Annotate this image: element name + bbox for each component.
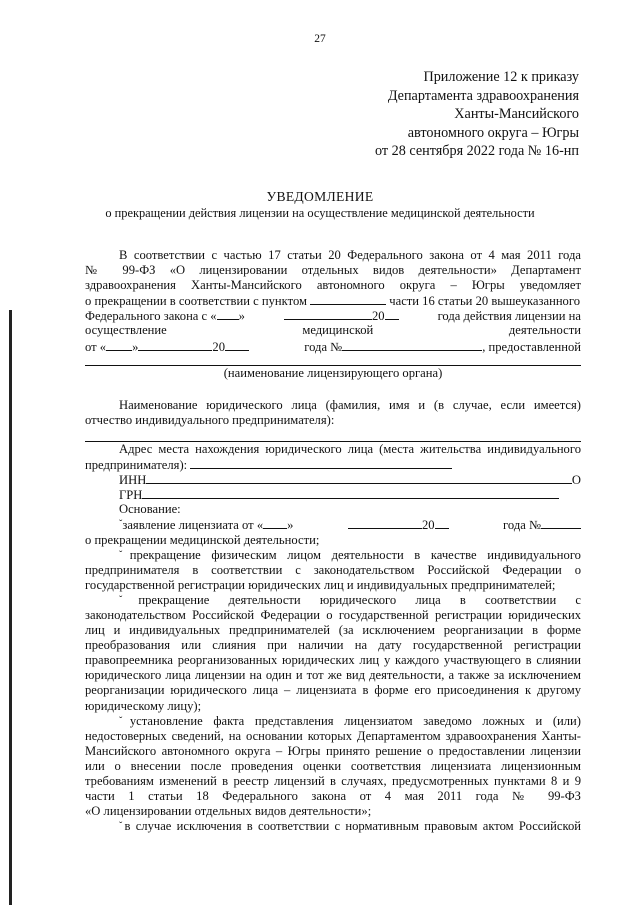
annex-line: Приложение 12 к приказу (423, 69, 579, 85)
text-fragment: заявление лицензиата от « (122, 518, 264, 533)
paragraph-line: юридического лица лицензии на один и тот же вид деятельности, а также за исключением (85, 668, 581, 683)
annex-line: Ханты-Мансийского (454, 106, 579, 123)
paragraph-line: № 99-ФЗ «О лицензировании отдельных видов деятельности» Департамент (85, 263, 581, 278)
document-subtitle: о прекращении действия лицензии на осуществление медицинской деятельности (105, 206, 535, 220)
paragraph-line: В соответствии с частью 17 статьи 20 Федерального закона от 4 мая 2011 года (119, 248, 581, 262)
text-fragment: о прекращении в соответствии с пунктом (85, 294, 307, 309)
paragraph-line: законодательством Российской Федерации о государственной регистрации юридических (85, 607, 581, 622)
text-fragment: от « (85, 339, 107, 354)
text-fragment: 20 (212, 339, 225, 354)
document-body (85, 248, 581, 834)
inn-line (85, 472, 581, 487)
paragraph-line: правопреемника реорганизованных юридических лиц у каждого участвующего в слиянии (85, 653, 581, 668)
text-fragment: О (571, 473, 581, 488)
blank-day (217, 308, 239, 320)
annex-header (375, 68, 579, 161)
paragraph-line: отчество индивидуального предпринимателя): (85, 412, 335, 427)
text-fragment: года № (304, 339, 343, 354)
paragraph-line: «О лицензировании отдельных видов деятельности»; (85, 804, 372, 819)
blank-month (348, 517, 422, 529)
blank-day (263, 517, 287, 529)
blank-point (310, 293, 386, 305)
blank-grn (142, 487, 559, 499)
scan-edge-artifact (9, 310, 12, 905)
paragraph-line: преобразования или слияния при наличии на дату государственной регистрации (85, 638, 581, 653)
grn-label: ГРН (119, 488, 143, 503)
paragraph-line: о прекращении медицинской деятельности; (85, 532, 320, 547)
document-title: УВЕДОМЛЕНИЕ (266, 189, 374, 204)
paragraph-line (85, 339, 581, 354)
paragraph-line: или о внесении после проведения оценки соответствия лицензиата лицензионным (85, 758, 581, 773)
blank-month (138, 339, 212, 351)
text-fragment: прекращение деятельности юридического лица в соответствии с (138, 592, 581, 607)
paragraph-line (85, 293, 581, 308)
text-fragment: , предоставленной (482, 339, 581, 354)
paragraph-line: юридическому лицу); (85, 698, 202, 713)
annex-line: от 28 сентября 2022 года № 16-нп (375, 143, 579, 160)
blank-inn (146, 472, 572, 484)
blank-year (385, 308, 399, 320)
paragraph-line: части 1 статьи 18 Федерального закона от 4 мая 2011 года № 99-ФЗ (85, 789, 581, 804)
paragraph-line: здравоохранения Ханты-Мансийского автономного округа – Югры уведомляет (85, 278, 581, 293)
paragraph-line: Адрес места нахождения юридического лица (места жительства индивидуального (119, 441, 581, 456)
text-fragment: 20 (371, 309, 385, 324)
blank-month (284, 308, 372, 320)
text-fragment: » (287, 518, 294, 533)
paragraph-line (85, 323, 581, 338)
text-fragment: года № (503, 518, 541, 533)
blank-number (541, 517, 581, 529)
text-fragment: части 16 статьи 20 вышеуказанного (389, 294, 581, 309)
paragraph-line: лиц и индивидуальных предпринимателей (за исключением реорганизации в форме (85, 623, 581, 638)
text-fragment: деятельности (508, 323, 581, 338)
paragraph-line: государственной регистрации юридических лиц и индивидуальных предпринимателей; (85, 577, 556, 592)
paragraph-line: предпринимателя в соответствии с законодательством Российской Федерации о (85, 562, 581, 577)
paragraph-line (85, 308, 581, 323)
paragraph-line: $^ˇ$в случае исключения в соответствии с нормативным правовым актом Российской (119, 819, 581, 834)
annex-line: Департамента здравоохранения (387, 87, 579, 104)
paragraph-line: недостоверных сведений, на основании которых Департаментом здравоохранения Ханты- (85, 728, 581, 743)
text-fragment: года действия лицензии на (437, 309, 581, 324)
paragraph-line: $^ˇ$прекращение деятельности юридического лица в соответствии с (119, 592, 581, 607)
paragraph-line: требованиям изменений в реестр лицензий в случаях, предусмотренных пунктами 8 и 9 (85, 774, 581, 788)
paragraph-line: реорганизации юридического лица – лицензиата в форме его присоединения к другому (85, 683, 581, 698)
text-fragment: 20 (421, 518, 435, 533)
organ-caption: (наименование лицензирующего органа) (223, 365, 443, 380)
text-fragment: медицинской (302, 323, 374, 338)
page-number: 27 (314, 33, 326, 45)
text-fragment: » (238, 309, 245, 324)
paragraph-line: Мансийского автономного округа – Югры принято решение о предоставлении лицензии (85, 743, 581, 758)
paragraph-line: $^ˇ$установление факта представления лицензиатом заведомо ложных и (или) (119, 713, 581, 728)
text-fragment: в случае исключения в соответствии с нормативным правовым актом Российской (124, 819, 581, 834)
blank-address (190, 457, 452, 469)
text-fragment: предпринимателя): (85, 458, 188, 473)
paragraph-line: $^ˇ$прекращение физическим лицом деятельности в качестве индивидуального (119, 547, 581, 562)
basis-line: Основание: (119, 502, 181, 517)
text-fragment: прекращение физическим лицом деятельности в качестве индивидуального (129, 547, 581, 562)
inn-label: ИНН (119, 473, 147, 488)
annex-line: автономного округа – Югры (407, 124, 579, 141)
blank-year (435, 517, 449, 529)
blank-number (342, 339, 482, 351)
paragraph-line (85, 457, 581, 472)
text-fragment: Федерального закона с « (85, 309, 217, 324)
blank-day (106, 339, 132, 351)
paragraph-line: Наименование юридического лица (фамилия, имя и (в случае, если имеется) (119, 397, 581, 412)
grn-line (85, 487, 581, 502)
text-fragment: » (132, 339, 139, 354)
blank-year (225, 339, 249, 351)
text-fragment: установление факта представления лицензиатом заведомо ложных и (или) (129, 713, 581, 728)
text-fragment: осуществление (85, 323, 167, 338)
paragraph-line: $^ˇ$заявление лицензиата от « » 20 года № (85, 517, 581, 532)
